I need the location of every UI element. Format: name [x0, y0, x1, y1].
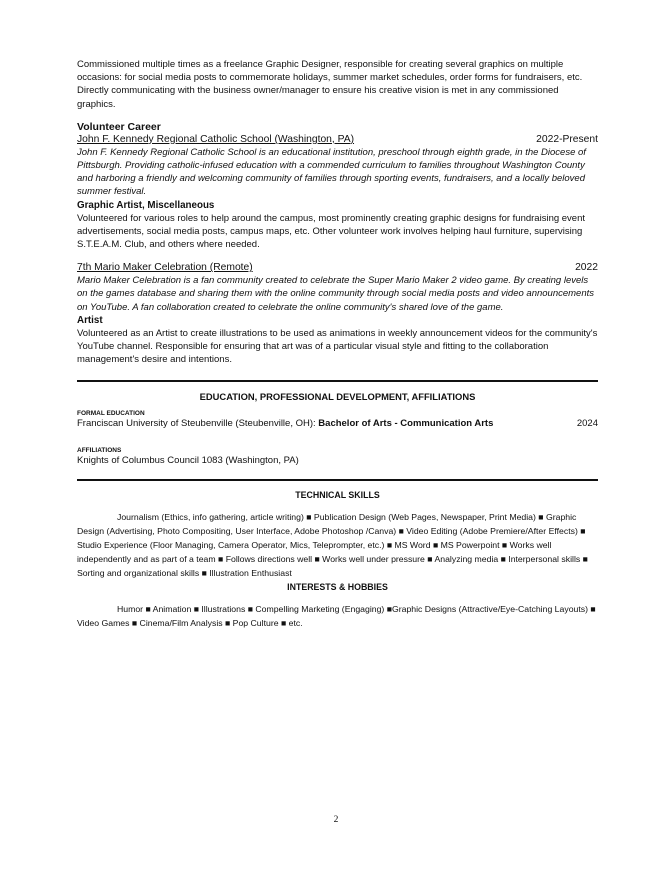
volunteer-entry: [77, 133, 598, 251]
entry-description: Mario Maker Celebration is a fan community created to celebrate the Super Mario Maker 2 video game. By creating levels on the games database and sharing them with the online community through social media posts and video announcements on YouTube. A fan collaboration created to celebrate the online community's shared love of the game.: [77, 275, 595, 313]
entry-organization: 7th Mario Maker Celebration (Remote): [77, 262, 253, 274]
resume-page: [77, 58, 598, 630]
entry-details: Volunteered as an Artist to create illustrations to be used as animations in weekly announcement videos for the community's YouTube channel. Responsible for ensuring that art was of a particular visual style and fitting to the collaboration management's desire and intentions.: [77, 327, 598, 366]
education-school: Franciscan University of Steubenville (Steubenville, OH):: [77, 418, 319, 430]
entry-role: Artist: [77, 314, 103, 326]
formal-education-label: FORMAL EDUCATION: [77, 410, 145, 418]
entry-dates: 2022-Present: [536, 133, 598, 145]
section-divider: [77, 380, 598, 382]
education-year: 2024: [576, 418, 598, 430]
hobbies-heading: INTERESTS & HOBBIES: [287, 582, 388, 593]
education-school-degree: [77, 418, 493, 430]
education-heading: EDUCATION, PROFESSIONAL DEVELOPMENT, AFFILIATIONS: [199, 391, 476, 403]
education-row: [77, 418, 598, 430]
entry-role: Graphic Artist, Miscellaneous: [77, 199, 215, 211]
skills-heading: TECHNICAL SKILLS: [295, 490, 380, 501]
hobbies-text: Humor ■ Animation ■ Illustrations ■ Compelling Marketing (Engaging) ■Graphic Designs (Attractive/Eye-Catching Layouts) ■ Video Games ■ Cinema/Film Analysis ■ Pop Culture ■ etc.: [77, 604, 596, 629]
affiliations-label: AFFILIATIONS: [77, 447, 122, 455]
skills-text: Journalism (Ethics, info gathering, article writing) ■ Publication Design (Web Pages, Newspaper, Print Media) ■ Graphic Design (Advertising, Photo Compositing, User Interface, Adobe Photoshop /Canva) ■ Video Editing (Adobe Premiere/After Effects) ■ Studio Experience (Floor Managing, Camera Operator, Mics, Teleprompter, etc.) ■ MS Word ■ MS Powerpoint ■ Works well independently and as part of a team ■ Follows directions well ■ Works well under pressure ■ Analyzing media ■ Interpersonal skills ■ Sorting and organizational skills ■ Illustration Enthusiast: [77, 512, 588, 579]
intro-paragraph: Commissioned multiple times as a freelance Graphic Designer, responsible for creating several graphics on multiple occasions: for social media posts to commemorate holidays, summer market schedules, order forms for fundraisers, etc. Directly communicating with the business owner/manager to ensure his creative vision is met in any commissioned graphics.: [77, 59, 583, 110]
volunteer-entry: [77, 261, 598, 366]
affiliations-text: Knights of Columbus Council 1083 (Washington, PA): [77, 455, 299, 467]
entry-description: John F. Kennedy Regional Catholic School is an educational institution, preschool through eighth grade, in the Diocese of Pittsburgh. Providing catholic-infused education with a commended curriculum to families throughout Washington County and harboring a friendly and welcoming community of families through sporting events, fundraisers, and a locally beloved summer festival.: [77, 146, 586, 198]
entry-dates: 2022: [575, 262, 598, 274]
entry-header: [77, 133, 598, 146]
education-degree: Bachelor of Arts - Communication Arts: [318, 418, 494, 430]
entry-header: [77, 261, 598, 274]
entry-organization: John F. Kennedy Regional Catholic School (Washington, PA): [77, 133, 355, 145]
section-divider: [77, 479, 598, 481]
page-number: 2: [333, 815, 339, 825]
entry-details: Volunteered for various roles to help around the campus, most prominently creating graphic designs for fundraising event advertisements, social media posts, campus maps, etc. Other volunteer work involves helping haul furniture, supervising S.T.E.A.M. Club, and others where needed.: [77, 212, 586, 251]
volunteer-heading: Volunteer Career: [77, 120, 161, 133]
